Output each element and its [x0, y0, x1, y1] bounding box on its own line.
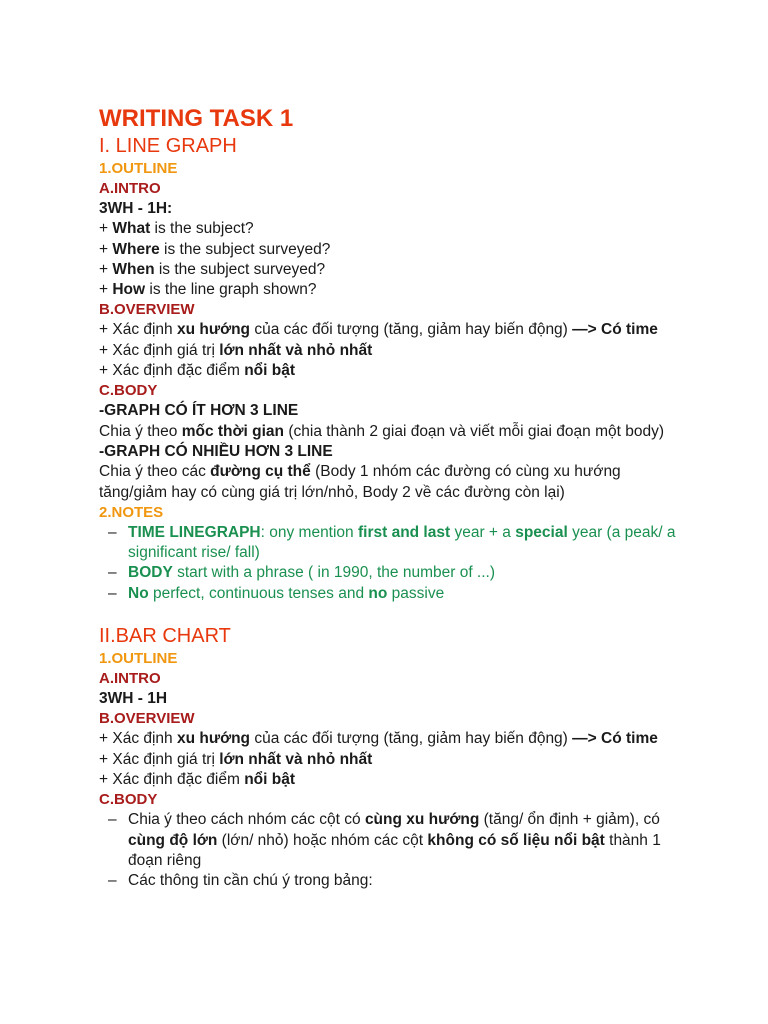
- section-heading-bar-chart: II.BAR CHART: [99, 625, 231, 648]
- text-run-bold: first and last: [357, 523, 451, 541]
- text-run: của các đối tượng (tăng, giảm hay biến động): [250, 730, 573, 748]
- notes-list: [99, 523, 678, 604]
- text-run: + Xác định giá trị: [99, 341, 220, 359]
- text-run: + Xác định: [99, 321, 177, 339]
- wh-label: 3WH - 1H: [99, 690, 168, 708]
- overview-heading: B.OVERVIEW: [99, 710, 195, 728]
- overview-item-trend: [99, 320, 678, 340]
- overview-item-feature: [99, 770, 678, 790]
- outline-heading: 1.OUTLINE: [99, 160, 178, 177]
- text-run-bold: BODY: [128, 564, 173, 582]
- body-heading: C.BODY: [99, 791, 158, 809]
- text-run: Chia ý theo cách nhóm các cột có: [128, 811, 365, 829]
- body-heading: C.BODY: [99, 382, 158, 400]
- list-item: [99, 563, 678, 583]
- text-run: của các đối tượng (tăng, giảm hay biến động): [250, 321, 573, 339]
- text-run-bold: —> Có time: [572, 730, 658, 748]
- text-run-bold: xu hướng: [176, 730, 251, 748]
- text-run-bold: No: [128, 584, 149, 602]
- q-when-rest: is the subject surveyed?: [154, 260, 326, 278]
- text-run: year (a peak/ a significant rise/ fall): [128, 523, 676, 562]
- text-run: + Xác định đặc điểm: [99, 362, 245, 380]
- q-how-bold: How: [112, 281, 146, 299]
- text-run: Các thông tin cần chú ý trong bảng:: [128, 872, 373, 890]
- text-run-bold: nổi bật: [244, 362, 295, 380]
- text-run-bold: lớn nhất và nhỏ nhất: [219, 341, 373, 359]
- question-what: + What is the subject?: [99, 220, 254, 238]
- section-spacer: [99, 604, 678, 624]
- text-run: (chia thành 2 giai đoạn và viết mỗi giai đoạn một body): [284, 422, 665, 440]
- overview-item-max-min: [99, 341, 678, 361]
- intro-heading: A.INTRO: [99, 670, 161, 688]
- text-run-bold: nổi bật: [244, 770, 295, 788]
- page-title: WRITING TASK 1: [99, 105, 294, 132]
- text-run-bold: cùng xu hướng: [364, 811, 480, 829]
- text-run: + Xác định giá trị: [99, 750, 220, 768]
- text-run: year + a: [450, 523, 516, 541]
- list-item: [99, 584, 678, 604]
- overview-item-trend: [99, 729, 678, 749]
- list-item: [99, 523, 678, 564]
- notes-heading: 2.NOTES: [99, 503, 164, 521]
- outline-heading: 1.OUTLINE: [99, 650, 178, 668]
- text-run-bold: cùng độ lớn: [128, 831, 218, 849]
- wh-label: 3WH - 1H:: [99, 200, 173, 217]
- text-run: perfect, continuous tenses and: [148, 584, 369, 602]
- q-when-bold: When: [112, 260, 155, 278]
- text-run: passive: [387, 584, 445, 602]
- text-run: + Xác định: [99, 730, 177, 748]
- graph-more-lines-text: [99, 462, 678, 503]
- list-item: [99, 810, 678, 871]
- q-what-rest: is the subject?: [150, 220, 254, 238]
- body-list: [99, 810, 678, 891]
- text-run: Chia ý theo: [99, 422, 182, 440]
- q-what-bold: What: [112, 220, 151, 238]
- text-run: (Body 1 nhóm các đường có cùng xu hướng tăng/giảm hay có cùng giá trị lớn/nhỏ, Body 2 về các đường còn lại): [99, 463, 621, 501]
- text-run-bold: TIME LINEGRAPH: [128, 523, 261, 541]
- question-where: + Where is the subject surveyed?: [99, 240, 331, 258]
- text-run: start with a phrase ( in 1990, the number of ...): [172, 564, 496, 582]
- q-where-rest: is the subject surveyed?: [159, 240, 331, 258]
- text-run: (tăng/ ổn định + giảm), có: [479, 811, 660, 829]
- text-run-bold: special: [515, 523, 568, 541]
- overview-item-feature: [99, 361, 678, 381]
- overview-heading: B.OVERVIEW: [99, 301, 195, 319]
- q-where-bold: Where: [112, 240, 160, 258]
- text-run-bold: —> Có time: [572, 321, 658, 339]
- text-run: + Xác định đặc điểm: [99, 770, 245, 788]
- overview-item-max-min: [99, 750, 678, 770]
- text-run-bold: mốc thời gian: [181, 422, 285, 440]
- intro-heading: A.INTRO: [99, 180, 161, 197]
- question-when: + When is the subject surveyed?: [99, 260, 326, 278]
- question-how: + How is the line graph shown?: [99, 281, 317, 299]
- text-run: : ony mention: [260, 523, 358, 541]
- text-run-bold: xu hướng: [176, 321, 251, 339]
- text-run-bold: không có số liệu nổi bật: [427, 831, 605, 849]
- graph-more-lines-heading: -GRAPH CÓ NHIỀU HƠN 3 LINE: [99, 442, 333, 460]
- text-run-bold: đường cụ thể: [210, 463, 311, 481]
- graph-less-lines-heading: -GRAPH CÓ ÍT HƠN 3 LINE: [99, 402, 299, 420]
- section-heading-line-graph: I. LINE GRAPH: [99, 135, 237, 157]
- text-run: (lớn/ nhỏ) hoặc nhóm các cột: [217, 831, 428, 849]
- text-run: thành 1 đoạn riêng: [128, 831, 661, 869]
- list-item: [99, 871, 678, 891]
- graph-less-lines-text: [99, 422, 678, 442]
- q-how-rest: is the line graph shown?: [145, 281, 317, 299]
- text-run-bold: no: [368, 584, 388, 602]
- text-run-bold: lớn nhất và nhỏ nhất: [219, 750, 373, 768]
- text-run: Chia ý theo các: [99, 463, 211, 481]
